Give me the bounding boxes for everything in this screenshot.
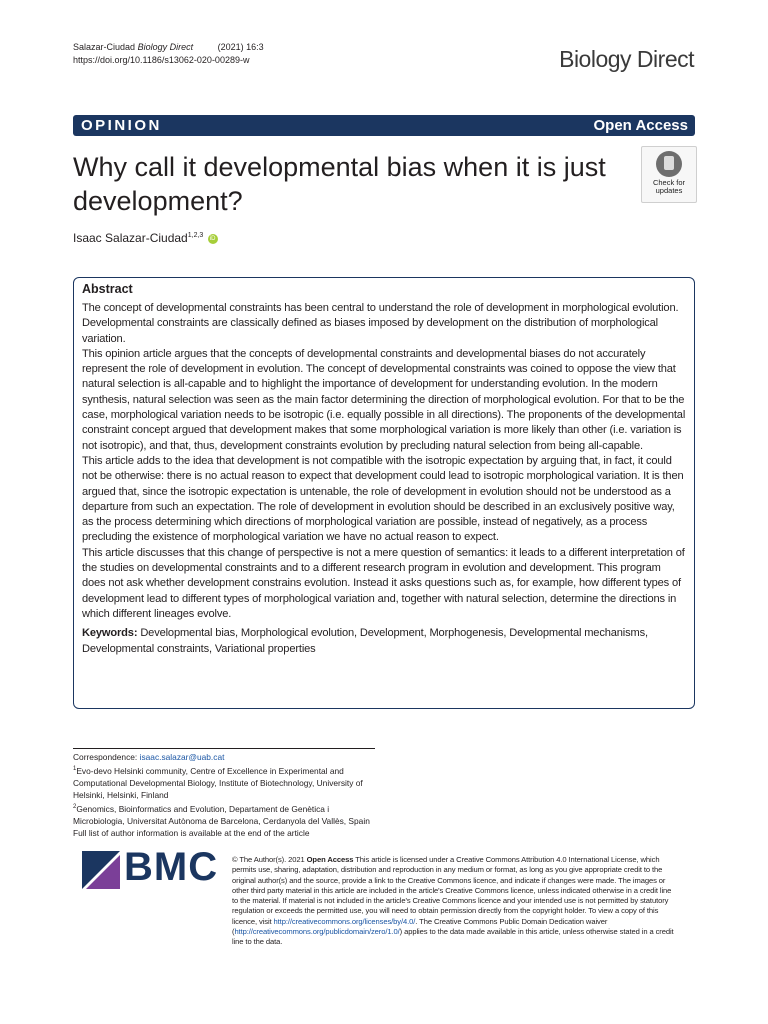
header-author: Salazar-Ciudad	[73, 42, 136, 52]
article-title: Why call it developmental bias when it is just development?	[73, 152, 606, 216]
correspondence-line	[73, 751, 378, 763]
keywords	[82, 626, 686, 657]
author-line	[73, 231, 218, 245]
abstract-paragraph: This opinion article argues that the concepts of developmental constraints and developmental biases do not accurately represent the role of development in evolution. The concept of developmental constraints was coined to oppose the view that natural selection is all-capable and to highlight the importance of development for understanding evolution. In the modern synthesis, natural selection was seen as the main factor determining the direction of morphological evolution. For that to be the case, morphological variation needs to be isotropic (i.e. equally possible in all directions). The proponents of the developmental constraint concept argued that development makes that some morphological variation is more likely than other (i.e. variation is not isotropic), and that, thus, development constraints evolution by precluding natural selection from being all-capable.	[82, 347, 686, 452]
license-text: © The Author(s). 2021 Open Access This article is licensed under a Creative Commons Attribution 4.0 International License, which permits use, sharing, adaptation, distribution and reproduction in any medium or format, as long as you give appropriate credit to the original author(s) and the source, provide a link to the Creative Commons licence, and indicate if changes were made. The images or other third party material in this article are included in the article's Creative Commons licence, unless indicated otherwise in a credit line to the material. If material is not included in the article's Creative Commons licence and your intended use is not permitted by statutory regulation or exceeds the permitted use, you will need to obtain permission directly from the copyright holder. To view a copy of this licence, visit http://creativecommons.org/licenses/by/4.0/. The Creative Commons Public Domain Dedication waiver (http://creativecommons.org/publicdomain/zero/1.0/) applies to the data made available in this article, unless otherwise stated in a credit line to the data.	[232, 855, 674, 947]
check-updates-line2: updates	[655, 186, 683, 195]
bmc-logo-icon	[82, 851, 120, 889]
bmc-logo	[82, 845, 222, 889]
abstract-box	[73, 277, 695, 709]
affiliation-2: $^2$Genomics, Bioinformatics and Evolution, Departament de Genètica i Microbiologia, Universitat Autònoma de Barcelona, Cerdanyola del Vallès, Spain	[73, 803, 370, 826]
abstract-paragraph: This article discusses that this change of perspective is not a mere question of semantics: it leads to a different interpretation of the studies on developmental constraints and to a different research program in evolution and development. This program does not ask whether development constrains evolution. Instead it asks questions such as, for example, how different types of development lead to different types of morphological variation and, together with natural selection, determine the directions in which different lineages evolve.	[82, 546, 685, 620]
bmc-logo-text: BMC	[124, 845, 219, 889]
keywords-list: Developmental bias, Morphological evolution, Development, Morphogenesis, Developmental mechanisms, Developmental constraints, Variational properties	[82, 627, 648, 655]
keywords-label: Keywords:	[82, 627, 138, 640]
cc-zero-link[interactable]: http://creativecommons.org/publicdomain/zero/1.0/	[234, 927, 400, 937]
citation-line	[73, 41, 264, 54]
author-name[interactable]: Isaac Salazar-Ciudad	[73, 231, 188, 245]
abstract-paragraph: The concept of developmental constraints has been central to understand the role of development in morphological evolution. Developmental constraints are classically defined as biases imposed by development on the distribution of morphological variation.	[82, 302, 679, 345]
article-type-bar	[73, 115, 695, 136]
header-journal: Biology Direct	[137, 42, 194, 52]
affiliation-1: $^1$Evo-devo Helsinki community, Centre of Excellence in Experimental and Computational Developmental Biology, Institute of Biotechnology, University of Helsinki, Helsinki, Finland	[73, 765, 363, 800]
open-access-label: Open Access	[593, 117, 688, 134]
correspondence-block	[73, 751, 378, 839]
author-affiliations: 1,2,3	[187, 232, 204, 239]
doi-link[interactable]: https://doi.org/10.1186/s13062-020-00289-w	[73, 55, 250, 65]
correspondence-label: Correspondence:	[73, 752, 138, 762]
orcid-icon[interactable]: iD	[208, 234, 218, 244]
bookmark-icon	[656, 151, 682, 177]
footnote-divider	[73, 748, 375, 749]
license-open-access: Open Access	[306, 855, 354, 864]
abstract-paragraph: This article adds to the idea that development is not compatible with the isotropic expectation by arguing that, in fact, it could not be otherwise: there is no actual reason to expect that development could lead to isotropic morphological variation. It is then argued that, since the isotropic expectation is untenable, the role of development in evolution should not be understood as a departure from such an expectation. The role of development in evolution should be described in an exclusively positive way, as the process determining which directions of morphological variation are possible, instead of negatively, as a process precluding the existence of morphological variation we have no actual reason to expect.	[82, 454, 684, 544]
header-citation: (2021) 16:3	[217, 42, 264, 52]
journal-brand: Biology Direct	[559, 46, 694, 72]
article-type: OPINION	[81, 117, 162, 134]
abstract-heading: Abstract	[82, 282, 133, 296]
check-updates-line1: Check for	[652, 178, 686, 187]
author-info-note: Full list of author information is available at the end of the article	[73, 827, 310, 838]
check-for-updates-button[interactable]	[641, 146, 697, 203]
cc-by-link[interactable]: http://creativecommons.org/licenses/by/4.0/	[273, 916, 416, 926]
correspondence-email[interactable]: isaac.salazar@uab.cat	[139, 752, 225, 762]
header-meta	[73, 41, 264, 67]
